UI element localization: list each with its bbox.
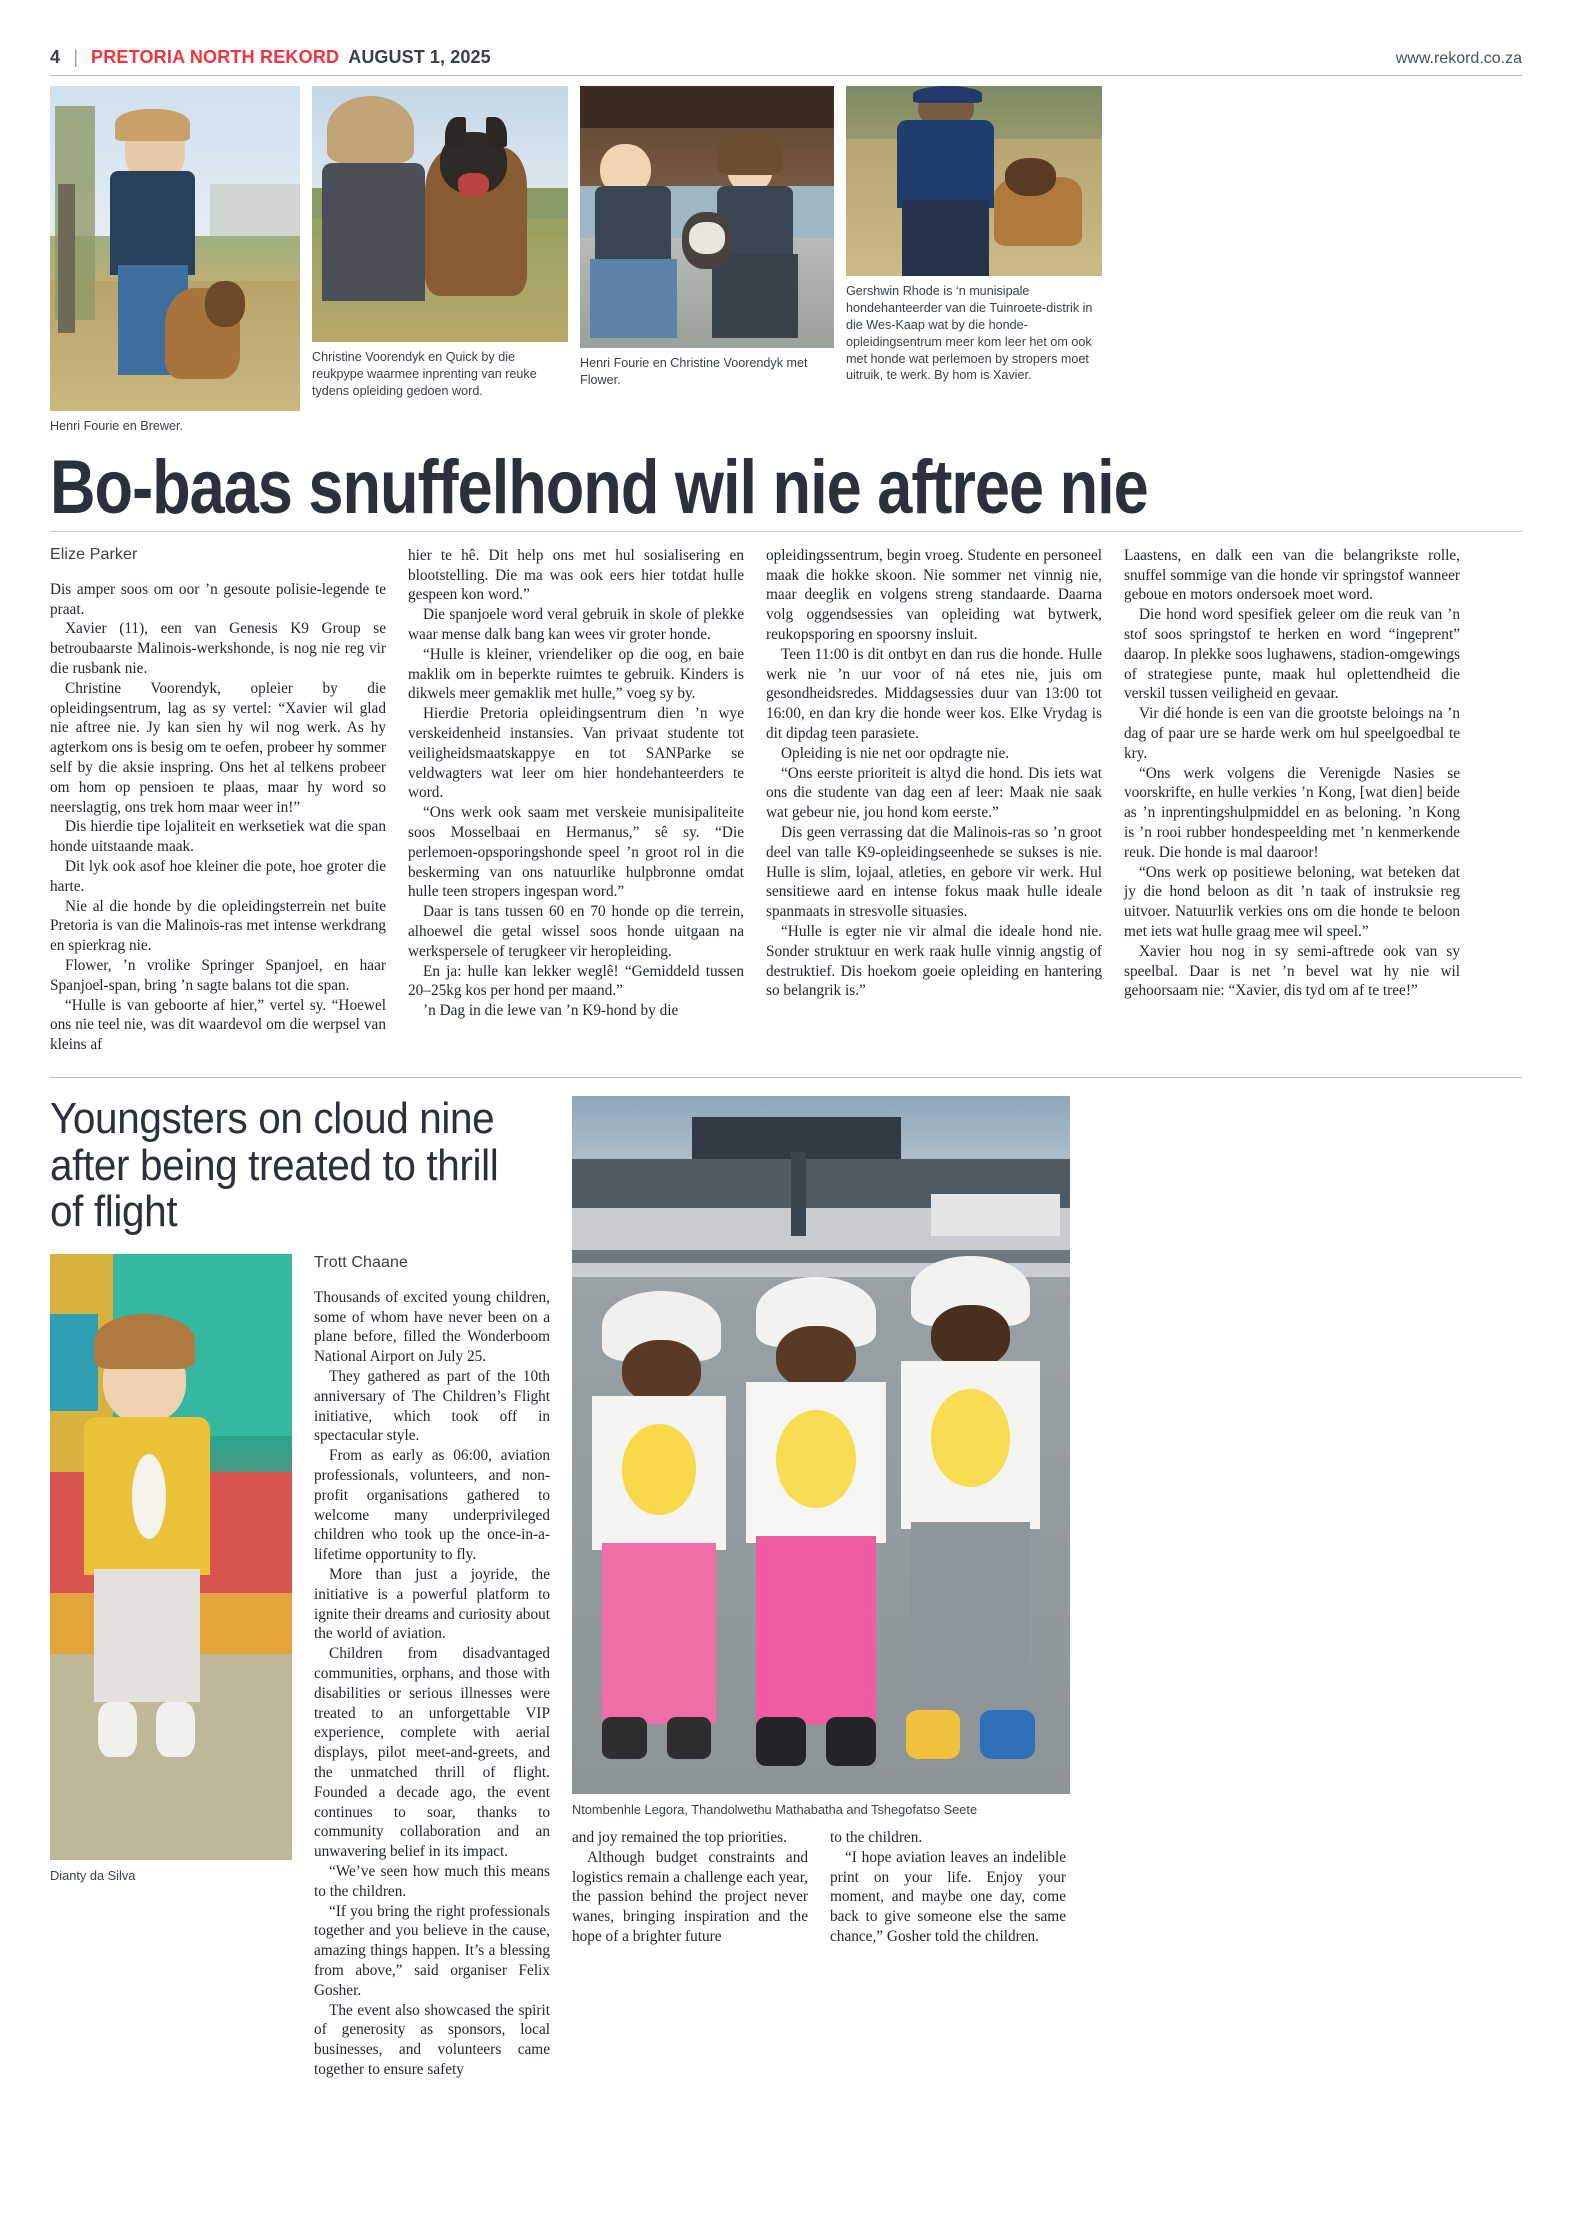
masthead-divider — [50, 75, 1522, 76]
paragraph: “Ons werk op positiewe beloning, wat beteken dat jy die hond beloon as dit ’n taak of instruksie reg uitvoer. Natuurlik verkies ons om die honde te beloon met iets wat hulle graag mee wil speel.” — [1124, 863, 1460, 940]
story2-top-row — [50, 1254, 550, 2080]
photo-block-4 — [846, 86, 1102, 384]
story2-column-3 — [830, 1828, 1066, 1947]
caption-childrens-flight: Ntombenhle Legora, Thandolwethu Mathabatha and Tshegofatso Seete — [572, 1801, 978, 1817]
paragraph: Die spanjoele word veral gebruik in skole of plekke waar mense dalk bang kan wees vir groter honde. — [408, 606, 744, 644]
paragraph: Thousands of excited young children, some of whom have never been on a plane before, filled the Wonderboom National Airport on July 25. — [314, 1288, 550, 1366]
photo-block-1 — [50, 86, 300, 435]
paragraph: opleidingssentrum, begin vroeg. Studente en personeel maak die hokke skoon. Nie sommer net vinnig nie, maar deeglik en volgens streng standaarde. Daarna volg oggendsessies van opleiding wat bytwerk, reukopsporing en spoorsny insluit. — [766, 546, 1102, 644]
page-number: 4 — [50, 47, 61, 67]
paragraph: Although budget constraints and logistics remain a challenge each year, the passion behind the project never wanes, bringing inspiration and the hope of a brighter future — [572, 1848, 808, 1946]
photo-strip — [50, 86, 1522, 435]
paragraph: “If you bring the right professionals together and you believe in the cause, amazing things happen. It’s a blessing from above,” said organiser Felix Gosher. — [314, 1902, 550, 1999]
paragraph: Nie al die honde by die opleidingsterrein net buite Pretoria is van die Malinois-ras met intense werkdrang en spierkrag nie. — [50, 897, 386, 955]
paragraph: Vir dié honde is een van die grootste beloings na ’n dag of paar ure se harde werk om hul speelgoedbal te kry. — [1124, 705, 1460, 762]
paragraph: hier te hê. Dit help ons met hul sosialisering en blootstelling. Die ma was ook eers hier totdat hulle gespeen kon word.” — [408, 546, 744, 604]
masthead — [50, 0, 1522, 75]
photo-childrens-flight-group — [572, 1096, 1070, 1794]
caption-photo-2: Christine Voorendyk en Quick by die reukpype waarmee inprenting van reuke tydens opleiding gedoen word. — [312, 350, 537, 398]
photo-block-2 — [312, 86, 568, 400]
paragraph: Children from disadvantaged communities, orphans, and those with disabilities or serious illnesses were treated to an unforgettable VIP experience, complete with aerial displays, pilot meet-and-greets, and the unmatched thrill of flight. Founded a decade ago, the event continues to soar, thanks to community collaboration and an unwavering belief in its impact. — [314, 1645, 550, 1861]
paragraph: The event also showcased the spirit of generosity as sponsors, local businesses, and volunteers came together to ensure safety — [314, 2001, 550, 2078]
paragraph: From as early as 06:00, aviation professionals, volunteers, and non-profit organisations gathered to welcome many underprivileged children who took up the once-in-a-lifetime opportunity to fly. — [314, 1447, 550, 1564]
paragraph: More than just a joyride, the initiative is a powerful platform to ignite their dreams and curiosity about the world of aviation. — [314, 1565, 550, 1643]
story1-column-1 — [50, 546, 386, 1055]
paragraph: Dis geen verrassing dat die Malinois-ras so ’n groot deel van talle K9-opleidingseenhede se sukses is nie. Hulle is slim, lojaal, atleties, en gebore vir werk. Hul sensitiewe aard en intense fokus maak hulle ideale spanmaats in stresvolle situasies. — [766, 823, 1102, 921]
story1-column-2 — [408, 546, 744, 1055]
story2-column-1 — [314, 1254, 550, 2080]
paragraph: “Hulle is kleiner, vriendeliker op die oog, en baie maklik om in beperkte ruimtes te gebruik. Kinders is dikwels meer gemaklik met hulle,” voeg sy by. — [408, 645, 744, 703]
publication-date: AUGUST 1, 2025 — [348, 47, 491, 67]
paragraph: “Hulle is egter nie vir almal die ideale hond nie. Sonder struktuur en werk raak hulle vinnig angstig of destruktief. Dis hoekom goeie opleiding en hantering so belangrik is.” — [766, 922, 1102, 1000]
caption-photo-3: Henri Fourie en Christine Voorendyk met Flower. — [580, 356, 808, 387]
caption-dianty: Dianty da Silva — [50, 1867, 136, 1883]
masthead-left — [50, 47, 491, 68]
photo-henri-christine-flower — [580, 86, 834, 348]
paragraph: En ja: hulle kan lekker weglê! “Gemiddeld tussen 20–25kg kos per hond per maand.” — [408, 962, 744, 1000]
story1-column-3 — [766, 546, 1102, 1055]
photo-block-3 — [580, 86, 834, 389]
headline-divider — [50, 531, 1522, 532]
paragraph: “Ons eerste prioriteit is altyd die hond. Dis iets wat ons die studente van dag een af leer: Maak nie saak wat gebeur nie, jou hond kom eerste.” — [766, 764, 1102, 822]
paragraph: “Ons werk ook saam met verskeie munisipaliteite soos Mosselbaai en Hermanus,” sê sy. “Die perlemoen-opsporingshonde speel ’n groot rol in die beskerming van ons natuurlike hulpbronne omdat hulle teen stropers ingespan word.” — [408, 804, 744, 901]
story2-byline: Trott Chaane — [314, 1253, 408, 1271]
paragraph: Flower, ’n vrolike Springer Spanjoel, en haar Spanjoel-span, bring ’n sagte balans tot die span. — [50, 956, 386, 994]
story1-byline: Elize Parker — [50, 545, 138, 563]
photo-christine-voorendyk-quick — [312, 86, 568, 342]
caption-photo-4: Gershwin Rhode is ‘n munisipale hondehanteerder van die Tuinroete-distrik in die Wes-Kaap wat by die honde-opleidingsentrum meer kom leer het om ook met honde wat perlemoen by stropers moet uitruik, te werk. By hom is Xavier. — [846, 284, 1093, 383]
caption-photo-1: Henri Fourie en Brewer. — [50, 419, 183, 433]
paragraph: “We’ve seen how much this means to the children. — [314, 1862, 550, 1900]
paragraph: Dis amper soos om oor ’n gesoute polisie-legende te praat. — [50, 580, 386, 618]
story2-column-2 — [572, 1828, 808, 1947]
paragraph: Hierdie Pretoria opleidingsentrum dien ’n wye verskeidenheid instansies. Van privaat studente tot veiligheidsmaatskappye en tot SANParke se veldwagters wat leer om hier hondehanteerders te word. — [408, 705, 744, 802]
paragraph: Dis hierdie tipe lojaliteit en werksetiek wat die span honde uitstaande maak. — [50, 818, 386, 856]
paragraph: “Ons werk volgens die Verenigde Nasies se voorskrifte, en hulle verkies ’n Kong, [wat dien] beide as ’n inprentingshulpmiddel en as beloning. ’n Kong is ’n rooi rubber hondespeelding met ’n kenmerkende reuk. Die honde is mal daaroor! — [1124, 764, 1460, 861]
story2-left — [50, 1093, 550, 2080]
story2-right — [572, 1096, 1070, 2080]
paragraph: and joy remained the top priorities. — [572, 1829, 787, 1847]
publication-name: PRETORIA NORTH REKORD — [91, 47, 340, 67]
paragraph: ’n Dag in die lewe van ’n K9-hond by die — [423, 1002, 679, 1020]
paragraph: Daar is tans tussen 60 en 70 honde op die terrein, alhoewel die getal wissel soos honde uitgaan na werkspersele of terugkeer vir heropleiding. — [408, 903, 744, 960]
website-url[interactable]: www.rekord.co.za — [1395, 50, 1522, 67]
story1-column-4 — [1124, 546, 1460, 1055]
paragraph: Die hond word spesifiek geleer om die reuk van ’n stof soos springstof te herken en word “ingeprent” daarop. In plekke soos lughawens, stadion-omgewings of strategiese punte, maak hul oplettendheid die verskil tussen veiligheid en gevaar. — [1124, 606, 1460, 703]
photo-block-dianty — [50, 1254, 292, 2080]
paragraph: Christine Voorendyk, opleier by die opleidingsentrum, lag as sy vertel: “Xavier wil glad nie aftree nie. Jy kan sien hy wil nog werk. As hy agterkom ons is besig om te oefen, probeer hy sommer self by die aksie inspring. Ons het al telkens probeer om hom op pensioen te plaas, maar hy word so neerslagtig, ons trek hom maar weer in!” — [50, 679, 386, 816]
paragraph: They gathered as part of the 10th anniversary of The Children’s Flight initiative, which took off in spectacular style. — [314, 1368, 550, 1445]
story1-body — [50, 546, 1522, 1055]
photo-dianty-da-silva — [50, 1254, 292, 1860]
paragraph: Xavier (11), een van Genesis K9 Group se betroubaarste Malinois-werkshonde, is nog nie reg vir die rusbank nie. — [50, 620, 386, 678]
paragraph: Dit lyk ook asof hoe kleiner die pote, hoe groter die harte. — [50, 857, 386, 895]
photo-henri-fourie-brewer — [50, 86, 300, 411]
paragraph: Laastens, en dalk een van die belangrikste rolle, snuffel sommige van die honde vir springstof wanneer geboue en motors ondersoek moet word. — [1124, 546, 1460, 604]
masthead-separator: | — [73, 47, 78, 67]
paragraph: Xavier hou nog in sy semi-aftrede ook van sy speelbal. Daar is net ’n bevel wat hy nie wil gehoorsaam nie: “Xavier, dis tyd om af te tree!” — [1124, 942, 1460, 1000]
story2-headline: Youngsters on cloud nine after being treated to thrill of flight — [50, 1093, 499, 1237]
paragraph: Opleiding is nie net oor opdragte nie. — [781, 744, 1010, 762]
story-divider — [50, 1077, 1522, 1078]
story2-bottom-columns — [572, 1828, 1070, 1947]
photo-gershwin-rhode-xavier — [846, 86, 1102, 276]
paragraph: Teen 11:00 is dit ontbyt en dan rus die honde. Hulle werk nie ’n uur voor of ná etes nie, juis om gesondheidsredes. Middagsessies duur van 13:00 tot 16:00, en dan kry die honde weer kos. Elke Vrydag is dit dipdag teen parasiete. — [766, 645, 1102, 742]
paragraph: “I hope aviation leaves an indelible print on your life. Enjoy your moment, and maybe one day, come back to give someone else the same chance,” Gosher told the children. — [830, 1848, 1066, 1946]
paragraph: to the children. — [830, 1829, 923, 1847]
paragraph: “Hulle is van geboorte af hier,” vertel sy. “Hoewel ons nie teel nie, was dit waardevol om die werpsel van kleins af — [50, 996, 386, 1054]
story1-headline: Bo-baas snuffelhond wil nie aftree nie — [50, 444, 1148, 530]
story2 — [50, 1093, 1522, 2080]
